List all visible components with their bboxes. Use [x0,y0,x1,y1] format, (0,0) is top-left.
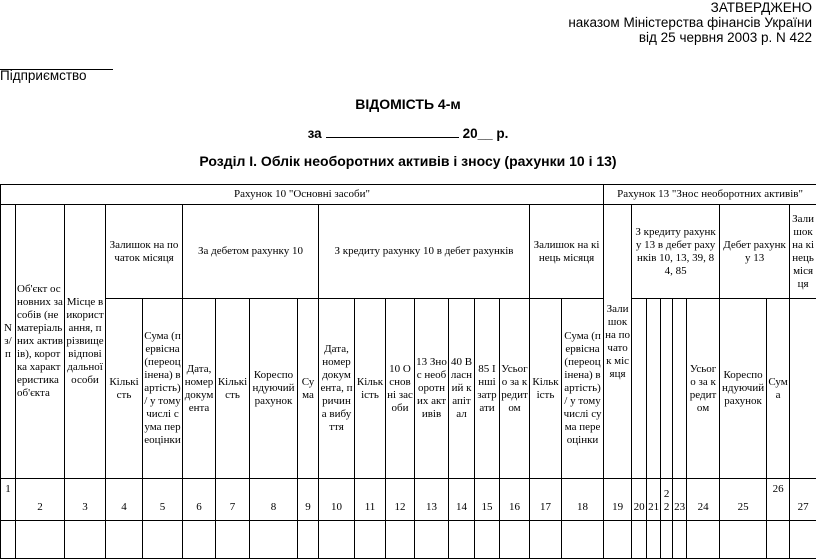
body-cell[interactable] [16,521,65,559]
body-cell[interactable] [183,521,216,559]
col-number-2: 2 [16,479,65,521]
header-balance-13-start: Залишок на початок місяця [604,205,632,479]
header-acc-85: 85 Інші затрати [475,299,500,479]
header-qty-close: Кількість [530,299,562,479]
body-cell[interactable] [604,521,632,559]
header-debit-10: За дебетом рахунку 10 [183,205,319,299]
col-number-5: 5 [143,479,183,521]
col-number-17: 17 [530,479,562,521]
body-cell[interactable] [790,521,816,559]
col-number-14: 14 [449,479,475,521]
header-object: Об'єкт основних засобів (нематеріальних активів), коротка характеристика об'єкта [16,205,65,479]
col-number-15: 15 [475,479,500,521]
col-number-25: 25 [720,479,767,521]
body-cell[interactable] [475,521,500,559]
col-number-1: 1 [1,479,16,521]
header-balance-13-end: Залишок на кінець місяця [790,205,816,299]
document-title: ВІДОМІСТЬ 4-м [355,96,461,112]
body-cell[interactable] [386,521,415,559]
body-cell[interactable] [143,521,183,559]
header-sum-13: Сума [767,299,790,479]
col-number-4: 4 [106,479,143,521]
body-cell[interactable] [673,521,687,559]
col-number-21: 21 [647,479,661,521]
col-number-10: 10 [319,479,355,521]
enterprise-label: Підприємство [0,68,87,83]
body-cell[interactable] [415,521,449,559]
period-line [0,125,816,141]
header-qty-debit: Кількість [216,299,250,479]
col-number-6: 6 [183,479,216,521]
col-number-18: 18 [562,479,604,521]
col-number-9: 9 [298,479,319,521]
header-closing-balance: Залишок на кінець місяця [530,205,604,299]
header-retire-date: Дата, номер документа, причина вибуття [319,299,355,479]
body-cell[interactable] [319,521,355,559]
body-cell[interactable] [500,521,530,559]
body-cell[interactable] [449,521,475,559]
section-title: Розділ І. Облік необоротних активів і зносу (рахунки 10 і 13) [199,153,617,169]
header-account-13: Рахунок 13 "Знос необоротних активів" [604,185,816,205]
body-cell[interactable] [661,521,673,559]
col-number-8: 8 [250,479,298,521]
header-acc-13: 13 Знос необоротних активів [415,299,449,479]
body-cell[interactable] [250,521,298,559]
col-number-11: 11 [355,479,386,521]
header-doc-date: Дата, номер документа [183,299,216,479]
period-blank[interactable] [326,125,459,138]
header-sum-initial-close: Сума (первісна (переоцінена) вартість) / у тому числі сума переоцінки [562,299,604,479]
header-number: N з/п [1,205,16,479]
body-cell[interactable] [647,521,661,559]
header-qty-open: Кількість [106,299,143,479]
header-sum-initial-open: Сума (первісна (переоцінена) вартість) / у тому числі сума переоцінки [143,299,183,479]
col-number-26: 26 [767,479,790,521]
body-cell[interactable] [562,521,604,559]
header-blank-27 [790,299,816,479]
header-opening-balance: Залишок на початок місяця [106,205,183,299]
header-blank-23 [673,299,687,479]
header-total-credit-13: Усього за кредитом [687,299,720,479]
approval-line-1: ЗАТВЕРДЖЕНО [710,0,812,15]
header-corr-account-debit: Кореспондуючий рахунок [250,299,298,479]
header-acc-40: 40 Власний капітал [449,299,475,479]
approval-stamp [568,0,812,45]
col-number-23: 23 [673,479,687,521]
header-location: Місце використання, прізвище відповідальної особи [65,205,106,479]
header-sum-debit: Сума [298,299,319,479]
body-cell[interactable] [65,521,106,559]
col-number-24: 24 [687,479,720,521]
body-cell[interactable] [632,521,647,559]
body-cell[interactable] [687,521,720,559]
header-debit-13: Дебет рахунку 13 [720,205,790,299]
header-qty-credit: Кількість [355,299,386,479]
body-cell[interactable] [1,521,16,559]
col-number-7: 7 [216,479,250,521]
col-number-12: 12 [386,479,415,521]
body-cell[interactable] [106,521,143,559]
header-blank-21 [647,299,661,479]
header-credit-10: З кредиту рахунку 10 в дебет рахунків [319,205,530,299]
approval-line-3: від 25 червня 2003 р. N 422 [638,30,812,45]
body-cell[interactable] [355,521,386,559]
approval-line-2: наказом Міністерства фінансів України [568,15,812,30]
period-prefix: за [307,126,322,141]
header-total-credit-10: Усього за кредитом [500,299,530,479]
body-cell[interactable] [720,521,767,559]
col-number-20: 20 [632,479,647,521]
header-blank-22 [661,299,673,479]
col-number-22: 22 [661,479,673,521]
body-cell[interactable] [298,521,319,559]
col-number-3: 3 [65,479,106,521]
header-corr-account-13: Кореспондуючий рахунок [720,299,767,479]
header-blank-20 [632,299,647,479]
ledger-table [0,184,816,559]
body-cell[interactable] [216,521,250,559]
period-suffix: 20__ р. [462,126,509,141]
body-cell[interactable] [767,521,790,559]
col-number-13: 13 [415,479,449,521]
body-cell[interactable] [530,521,562,559]
col-number-16: 16 [500,479,530,521]
header-credit-13: З кредиту рахунку 13 в дебет рахунків 10, 13, 39, 84, 85 [632,205,720,299]
header-account-10: Рахунок 10 "Основні засоби" [1,185,604,205]
col-number-27: 27 [790,479,816,521]
header-acc-10: 10 Основні засоби [386,299,415,479]
col-number-19: 19 [604,479,632,521]
